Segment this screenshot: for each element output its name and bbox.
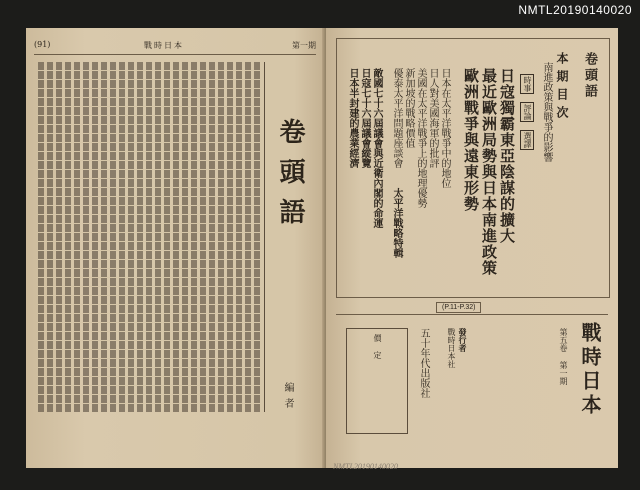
page-range-stamp: (P.11-P.32)	[436, 302, 481, 313]
feature-title: 卷頭語	[275, 118, 305, 238]
section-tag-translation: 選譯	[520, 130, 534, 150]
publisher-label: 發行者	[458, 328, 468, 352]
masthead-title: 戰時日本	[578, 322, 602, 418]
secondary-article-5: 優泰太平洋問題座談會	[391, 68, 402, 168]
price-label: 價 定	[373, 334, 382, 359]
archive-watermark: NMTL20190140020	[518, 3, 632, 17]
lead-article-3: 歐洲戰爭與遠東形勢	[462, 68, 480, 212]
page-number: (91)	[34, 40, 51, 49]
magazine-spread	[26, 28, 618, 468]
header-issue: 第一期	[292, 41, 316, 50]
handwritten-catalog-number: NMTL20190140020	[333, 462, 398, 471]
toc-intro: 南進政策與戰爭的影響	[541, 62, 552, 162]
secondary-article-1: 日本在太平洋戰爭中的地位	[439, 68, 450, 188]
secondary-article-4: 新加坡的戰略價值	[403, 68, 414, 148]
special-feature: 太平洋戰略特輯	[391, 188, 402, 258]
lower-article-3: 日本半封建的農業經濟	[347, 68, 358, 168]
publisher-name: 戰時日本社	[447, 328, 456, 368]
left-page	[26, 28, 324, 468]
toc-subtitle: 本期目次	[555, 52, 569, 124]
secondary-article-3: 美國在太平洋戰爭上的地理優勢	[415, 68, 426, 208]
running-header	[34, 40, 316, 55]
lead-article-1: 日寇獨霸東亞陰謀的擴大	[498, 68, 516, 244]
column-divider	[264, 62, 265, 412]
section-tag-commentary: 評論	[520, 102, 534, 122]
author-credit: 編者	[282, 382, 293, 414]
section-tag-current-affairs: 時事	[520, 74, 534, 94]
issue-line: 第五卷 第一期	[559, 328, 568, 385]
lead-article-2: 最近歐洲局勢與日本南進政策	[480, 68, 498, 276]
lower-article-2: 日寇七十六屆議會縱覽	[359, 68, 370, 168]
secondary-article-2: 日人對美國海軍的批評	[427, 68, 438, 168]
body-text-lines	[38, 62, 260, 412]
lower-article-1: 敵國七十六屆議會與近衛內閣的命運	[371, 68, 382, 228]
toc-heading: 卷頭語	[582, 52, 597, 100]
header-publication-name: 戰時日本	[144, 41, 184, 50]
right-page	[326, 28, 618, 468]
publisher-note: 五十年代出版社	[418, 328, 429, 398]
